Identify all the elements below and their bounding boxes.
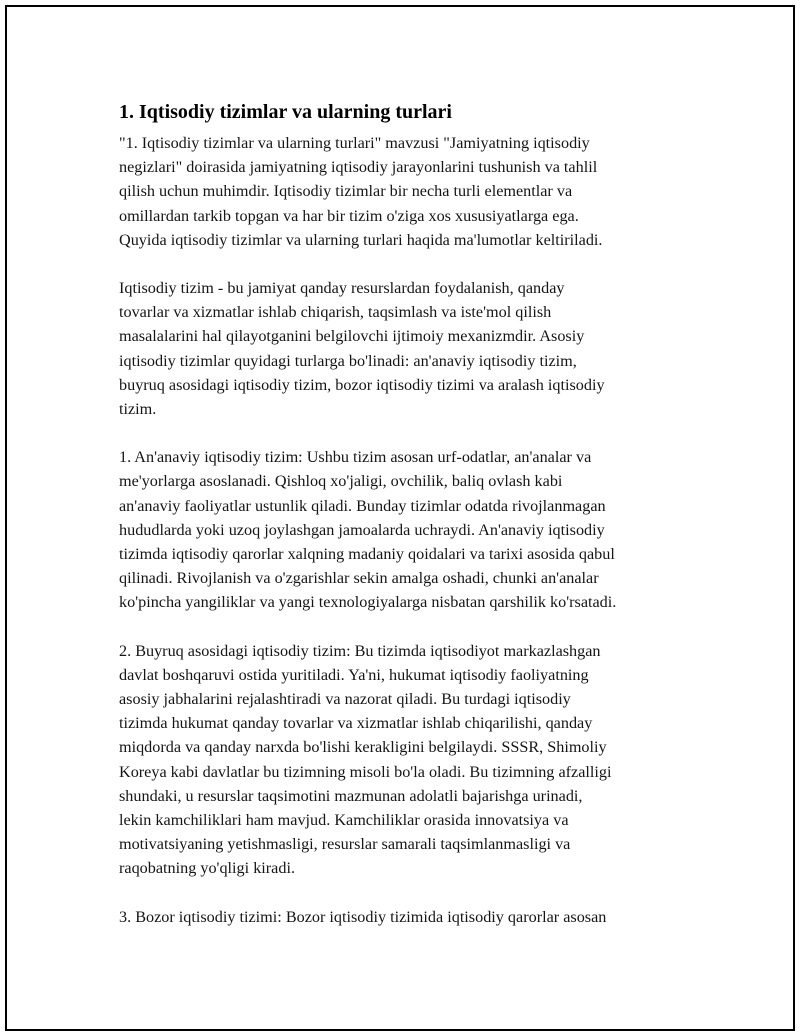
page-frame	[5, 5, 795, 1031]
paragraph-market-system: 3. Bozor iqtisodiy tizimi: Bozor iqtisodiy tizimida iqtisodiy qarorlar asosan	[119, 907, 607, 926]
paragraph-intro: "1. Iqtisodiy tizimlar va ularning turlari" mavzusi "Jamiyatning iqtisodiy negizlari" doirasida jamiyatning iqtisodiy jarayonlarini tushunish va tahlil qilish uchun muhimdir. Iqtisodiy tizimlar bir necha turli elementlar va omillardan tarkib topgan va har bir tizim o'ziga xos xususiyatlarga ega. Quyida iqtisodiy tizimlar va ularning turlari haqida ma'lumotlar keltiriladi.	[119, 134, 603, 249]
document-title: 1. Iqtisodiy tizimlar va ularning turlari	[119, 101, 452, 123]
paragraph-definition: Iqtisodiy tizim - bu jamiyat qanday resurslardan foydalanish, qanday tovarlar va xizmatlar ishlab chiqarish, taqsimlash va iste'mol qilish masalalarini hal qilayotganini belgilovchi ijtimoiy mexanizmdir. Asosiy iqtisodiy tizimlar quyidagi turlarga bo'linadi: an'anaviy iqtisodiy tizim, buyruq asosidagi iqtisodiy tizim, bozor iqtisodiy tizimi va aralash iqtisodiy tizim.	[119, 279, 605, 419]
paragraph-command-system: 2. Buyruq asosidagi iqtisodiy tizim: Bu tizimda iqtisodiyot markazlashgan davlat boshqaruvi ostida yuritiladi. Ya'ni, hukumat iqtisodiy faoliyatning asosiy jabhalarini rejalashtiradi va nazorat qiladi. Bu turdagi iqtisodiy tizimda hukumat qanday tovarlar va xizmatlar ishlab chiqarilishi, qanday miqdorda va qanday narxda bo'lishi kerakligini belgilaydi. SSSR, Shimoliy Koreya kabi davlatlar bu tizimning misoli bo'la oladi. Bu tizimning afzalligi shundaki, u resurslar taqsimotini mazmunan adolatli bajarishga urinadi, lekin kamchiliklari ham mavjud. Kamchiliklar orasida innovatsiya va motivatsiyaning yetishmasligi, resurslar samarali taqsimlanmasligi va raqobatning yo'qligi kiradi.	[119, 641, 612, 878]
document-body	[119, 99, 684, 953]
paragraph-traditional-system: 1. An'anaviy iqtisodiy tizim: Ushbu tizim asosan urf-odatlar, an'analar va me'yorlarga asoslanadi. Qishloq xo'jaligi, ovchilik, baliq ovlash kabi an'anaviy faoliyatlar ustunlik qiladi. Bunday tizimlar odatda rivojlanmagan hududlarda yoki uzoq joylashgan jamoalarda uchraydi. An'anaviy iqtisodiy tizimda iqtisodiy qarorlar xalqning madaniy qoidalari va tarixi asosida qabul qilinadi. Rivojlanish va o'zgarishlar sekin amalga oshadi, chunki an'analar ko'pincha yangiliklar va yangi texnologiyalarga nisbatan qarshilik ko'rsatadi.	[119, 448, 617, 612]
